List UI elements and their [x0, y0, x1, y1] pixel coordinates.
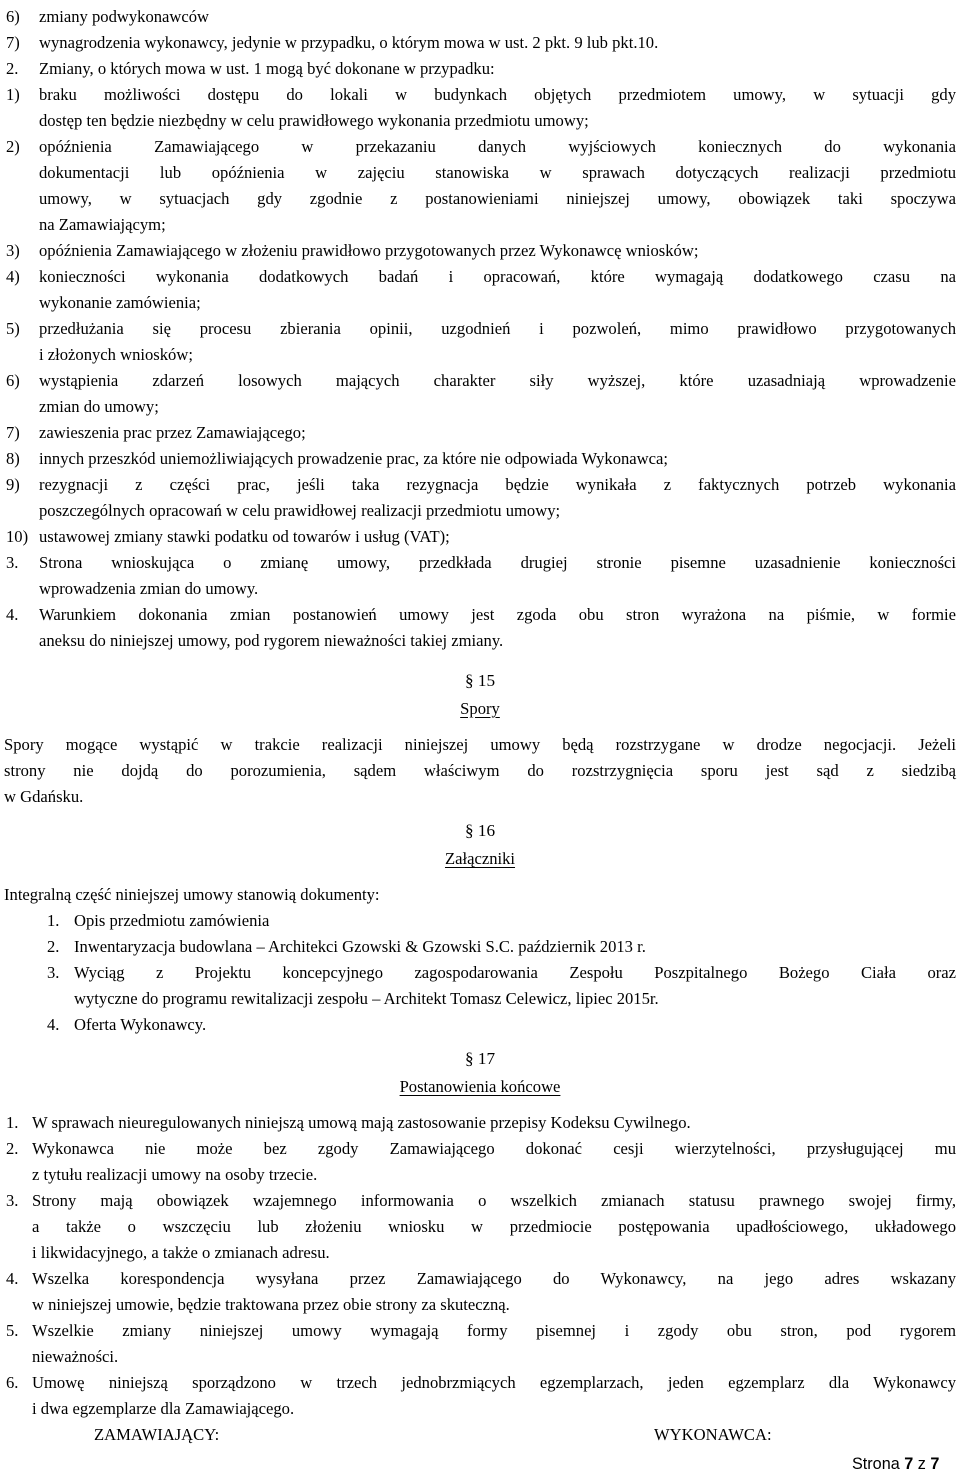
text-line [0, 1294, 960, 1316]
text-line [0, 6, 960, 28]
section-number: § 16 [464, 821, 496, 840]
text-line [0, 1190, 960, 1212]
line-text: W sprawach nieuregulowanych niniejszą umową mają zastosowanie przepisy Kodeksu Cywilnego. [32, 1113, 691, 1132]
text-line [0, 1164, 960, 1186]
list-number: 3. [47, 963, 60, 982]
text-line [0, 188, 960, 210]
list-number: 2) [6, 137, 20, 156]
text-line [0, 292, 960, 314]
list-number: 2. [47, 937, 60, 956]
line-text: innych przeszkód uniemożliwiających prowadzenie prac, za które nie odpowiada Wykonawca; [39, 449, 668, 468]
text-line [0, 936, 960, 958]
text-line [0, 1112, 960, 1134]
text-line [0, 318, 960, 340]
line-text: Umowę niniejszą sporządzono w trzech jednobrzmiących egzemplarzach, jeden egzemplarz dla Wykonawcy [32, 1373, 956, 1392]
line-text: wytyczne do programu rewitalizacji zespołu – Architekt Tomasz Celewicz, lipiec 2015r. [74, 989, 659, 1008]
list-number: 2. [6, 1139, 19, 1158]
line-text: Zmiany, o których mowa w ust. 1 mogą być dokonane w przypadku: [39, 59, 495, 78]
section-title-text: Spory [460, 699, 500, 718]
list-number: 6. [6, 1373, 19, 1392]
list-number: 7) [6, 423, 20, 442]
text-line [0, 734, 960, 756]
list-number: 5) [6, 319, 20, 338]
section-number: § 17 [464, 1049, 496, 1068]
text-line [0, 1320, 960, 1342]
list-number: 3) [6, 241, 20, 260]
line-text: rezygnacji z części prac, jeśli taka rezygnacja będzie wynikała z faktycznych potrzeb wykonania [39, 475, 956, 494]
line-text: umowy, w sytuacjach gdy zgodnie z postanowieniami niniejszej umowy, obowiązek taki spoczywa [39, 189, 956, 208]
text-line [0, 344, 960, 366]
line-text: w Gdańsku. [4, 787, 84, 806]
page-number: Strona 7 z 7 [852, 1455, 940, 1473]
line-text: Oferta Wykonawcy. [74, 1015, 207, 1034]
section-number: § 15 [464, 671, 496, 690]
text-line [0, 396, 960, 418]
line-text: Spory mogące wystąpić w trakcie realizacji niniejszej umowy będą rozstrzygane w drodze negocjacji. Jeżeli [4, 735, 956, 754]
line-text: i dwa egzemplarze dla Zamawiającego. [32, 1399, 295, 1418]
text-line [0, 552, 960, 574]
text-line [0, 1138, 960, 1160]
line-text: Wszelkie zmiany niniejszej umowy wymagają formy pisemnej i zgody obu stron, pod rygorem [32, 1321, 956, 1340]
list-number: 3. [6, 1191, 19, 1210]
text-line [0, 500, 960, 522]
line-text: braku możliwości dostępu do lokali w budynkach objętych przedmiotem umowy, w sytuacji gdy [39, 85, 956, 104]
line-text: konieczności wykonania dodatkowych badań i opracowań, które wymagają dodatkowego czasu na [39, 267, 956, 286]
list-number: 4. [47, 1015, 60, 1034]
text-line [0, 630, 960, 652]
line-text: nieważności. [32, 1347, 119, 1366]
section-title-text: Załączniki [444, 849, 516, 868]
list-number: 3. [6, 553, 19, 572]
line-text: aneksu do niniejszej umowy, pod rygorem nieważności takiej zmiany. [39, 631, 504, 650]
signature-wykonawca: WYKONAWCA: [654, 1425, 772, 1444]
text-line [0, 1014, 960, 1036]
text-line [0, 604, 960, 626]
line-text: przedłużania się procesu zbierania opinii, uzgodnień i pozwoleń, mimo prawidłowo przygotowanych [39, 319, 956, 338]
section-title [0, 848, 960, 870]
list-number: 10) [6, 527, 29, 546]
line-text: zawieszenia prac przez Zamawiającego; [39, 423, 306, 442]
line-text: wykonanie zamówienia; [39, 293, 201, 312]
text-line [0, 884, 960, 906]
list-number: 5. [6, 1321, 19, 1340]
line-text: na Zamawiającym; [39, 215, 166, 234]
line-text: Wyciąg z Projektu koncepcyjnego zagospodarowania Zespołu Poszpitalnego Bożego Ciała oraz [74, 963, 956, 982]
text-line [0, 526, 960, 548]
line-text: Strona wnioskująca o zmianę umowy, przedkłada drugiej stronie pisemne uzasadnienie konieczności [39, 553, 956, 572]
text-line [0, 962, 960, 984]
text-line [0, 58, 960, 80]
signature-zamawiajacy: ZAMAWIAJĄCY: [94, 1425, 220, 1444]
text-line [0, 110, 960, 132]
line-text: z tytułu realizacji umowy na osoby trzecie. [32, 1165, 318, 1184]
text-line [0, 760, 960, 782]
text-line [0, 1346, 960, 1368]
text-line [0, 910, 960, 932]
text-line [0, 448, 960, 470]
section-title [0, 698, 960, 720]
list-number: 1. [47, 911, 60, 930]
text-line [0, 214, 960, 236]
line-text: opóźnienia Zamawiającego w przekazaniu danych wyjściowych koniecznych do wykonania [39, 137, 956, 156]
line-text: ustawowej zmiany stawki podatku od towarów i usług (VAT); [39, 527, 450, 546]
text-line [0, 370, 960, 392]
line-text: Wykonawca nie może bez zgody Zamawiającego dokonać cesji wierzytelności, przysługującej mu [32, 1139, 956, 1158]
line-text: Strony mają obowiązek wzajemnego informowania o wszelkich zmianach statusu prawnego swojej firmy, [32, 1191, 956, 1210]
list-number: 1. [6, 1113, 19, 1132]
text-line [0, 1398, 960, 1420]
list-number: 1) [6, 85, 20, 104]
line-text: wprowadzenia zmian do umowy. [39, 579, 259, 598]
line-text: strony nie dojdą do porozumienia, sądem właściwym do rozstrzygnięcia sporu jest sąd z siedzibą [4, 761, 956, 780]
text-line [0, 422, 960, 444]
text-line [0, 32, 960, 54]
text-line [0, 84, 960, 106]
list-number: 4. [6, 605, 19, 624]
list-number: 7) [6, 33, 20, 52]
list-number: 6) [6, 7, 20, 26]
text-line [0, 136, 960, 158]
text-line [0, 240, 960, 262]
text-line [0, 266, 960, 288]
signature-line [0, 1424, 960, 1446]
line-text: wynagrodzenia wykonawcy, jedynie w przypadku, o którym mowa w ust. 2 pkt. 9 lub pkt.10. [39, 33, 659, 52]
list-number: 4. [6, 1269, 19, 1288]
text-line [0, 1372, 960, 1394]
line-text: zmiany podwykonawców [39, 7, 210, 26]
line-text: zmian do umowy; [39, 397, 159, 416]
line-text: dokumentacji lub opóźnienia w zajęciu stanowiska w sprawach dotyczących realizacji przedmiotu [39, 163, 956, 182]
line-text: i złożonych wniosków; [39, 345, 193, 364]
line-text: Integralną część niniejszej umowy stanowią dokumenty: [4, 885, 380, 904]
text-line [0, 578, 960, 600]
list-number: 8) [6, 449, 20, 468]
line-text: poszczególnych opracowań w celu prawidłowej realizacji przedmiotu umowy; [39, 501, 561, 520]
line-text: Warunkiem dokonania zmian postanowień umowy jest zgoda obu stron wyrażona na piśmie, w formie [39, 605, 956, 624]
line-text: Wszelka korespondencja wysyłana przez Zamawiającego do Wykonawcy, na jego adres wskazany [32, 1269, 956, 1288]
line-text: i likwidacyjnego, a także o zmianach adresu. [32, 1243, 330, 1262]
line-text: w niniejszej umowie, będzie traktowana przez obie strony za skuteczną. [32, 1295, 510, 1314]
line-text: dostęp ten będzie niezbędny w celu prawidłowego wykonania przedmiotu umowy; [39, 111, 589, 130]
section-title [0, 1076, 960, 1098]
list-number: 6) [6, 371, 20, 390]
line-text: a także o wszczęciu lub złożeniu wniosku w przedmiocie postępowania upadłościowego, układowego [32, 1217, 956, 1236]
list-number: 9) [6, 475, 20, 494]
text-line [0, 1268, 960, 1290]
line-text: opóźnienia Zamawiającego w złożeniu prawidłowo przygotowanych przez Wykonawcę wniosków; [39, 241, 699, 260]
text-line [0, 988, 960, 1010]
text-line [0, 786, 960, 808]
line-text: Opis przedmiotu zamówienia [74, 911, 270, 930]
text-line [0, 1242, 960, 1264]
list-number: 2. [6, 59, 19, 78]
page-footer [0, 1452, 960, 1476]
section-title-text: Postanowienia końcowe [399, 1077, 561, 1096]
text-line [0, 162, 960, 184]
text-line [0, 1216, 960, 1238]
line-text: wystąpienia zdarzeń losowych mających charakter siły wyższej, które uzasadniają wprowadzenie [39, 371, 956, 390]
list-number: 4) [6, 267, 20, 286]
line-text: Inwentaryzacja budowlana – Architekci Gzowski & Gzowski S.C. październik 2013 r. [74, 937, 646, 956]
text-line [0, 474, 960, 496]
